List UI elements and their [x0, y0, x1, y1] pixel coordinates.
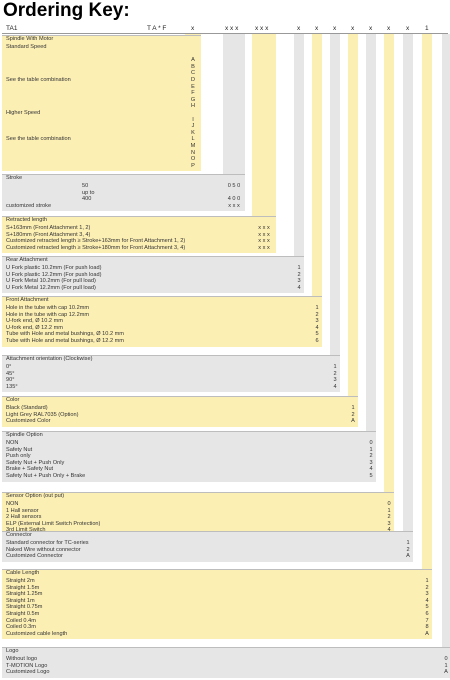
section-sensor-option-out-put	[2, 492, 394, 536]
option-label: U Fork plastic 10.2mm (For push load)	[6, 265, 102, 271]
option-label: S+163mm (Front Attachment 1, 2)	[6, 225, 91, 231]
section-title: Cable Length	[6, 570, 40, 576]
section-title: Spindle With Motor	[6, 36, 54, 42]
option-label: ELP (External Limit Switch Protection)	[6, 520, 101, 527]
option-code: A	[406, 553, 410, 560]
option-code: A	[351, 418, 355, 425]
section-color	[2, 396, 358, 427]
option-code: I	[192, 116, 194, 123]
ordering-key-table	[2, 24, 448, 678]
header-label: x	[333, 25, 337, 32]
option-code: P	[191, 162, 195, 169]
option-label: U Fork Metal 12.2mm (For pull load)	[6, 284, 96, 291]
option-code: 5	[315, 331, 319, 338]
option-code: 2	[351, 411, 355, 418]
code-column-strip	[403, 34, 413, 562]
option-label: Naked Wire without connector	[6, 546, 81, 553]
option-label: up to	[82, 189, 95, 196]
section-background	[2, 647, 450, 678]
option-label: U Fork Metal 10.2mm (For pull load)	[6, 278, 96, 285]
header-label: x x x	[255, 25, 269, 32]
header-label: x x x	[225, 25, 239, 32]
option-label: Customized Color	[6, 418, 51, 425]
option-code: 3	[425, 591, 429, 598]
option-label: Tube with Hole and metal bushings, Ø 10.2 mm	[6, 331, 124, 338]
section-divider	[2, 647, 450, 648]
header-label: x	[191, 25, 195, 32]
section-divider	[2, 355, 340, 356]
section-title: Retracted length	[6, 217, 48, 223]
section-cable-length	[2, 569, 432, 639]
table-header	[2, 24, 448, 34]
option-code: 1	[297, 265, 301, 271]
option-code: 4	[425, 597, 429, 604]
option-code: 1	[406, 540, 410, 546]
option-code: A	[191, 57, 195, 64]
code-column-strip	[442, 34, 450, 678]
option-code: 1	[369, 446, 373, 453]
option-code: 0	[387, 501, 391, 507]
option-code: 4	[315, 324, 319, 331]
option-label: Tube with Hole and metal bushings, Ø 12.2 mm	[6, 338, 124, 344]
option-label: NON	[6, 501, 19, 507]
section-divider	[2, 256, 304, 257]
header-label: x	[387, 25, 391, 32]
option-label: Standard connector for TC-series	[6, 540, 89, 546]
option-code: 3	[369, 459, 373, 466]
option-code: K	[191, 129, 195, 136]
header-label: x	[406, 25, 410, 32]
option-code: 2	[297, 271, 301, 278]
section-rear-attachment	[2, 256, 304, 293]
option-code: 2	[425, 584, 429, 591]
option-code: D	[190, 77, 196, 83]
option-code: 0	[369, 440, 373, 446]
option-code: 1	[425, 578, 429, 584]
option-label: Customized Logo	[6, 669, 50, 676]
option-label: 2 Hall sensors	[6, 514, 42, 521]
header-label: x	[297, 25, 301, 32]
code-column-strip	[294, 34, 304, 293]
section-title: Sensor Option (out put)	[6, 493, 65, 499]
option-code: 0	[444, 656, 448, 662]
option-code: 3	[333, 377, 337, 384]
option-code: N	[190, 149, 196, 156]
option-code: 3	[297, 278, 301, 285]
option-code: M	[190, 143, 196, 149]
header-label: TA1	[6, 25, 18, 32]
section-divider	[2, 174, 245, 175]
header-label: x	[351, 25, 355, 32]
section-title: Front Attachment	[6, 297, 49, 303]
option-label: Straight 1.25m	[6, 591, 43, 598]
option-label: Straight 0.5m	[6, 611, 40, 617]
option-label: Higher Speed	[6, 110, 41, 116]
section-divider	[2, 296, 322, 297]
option-label: Hole in the tube with cap 10.2mm	[6, 305, 90, 311]
option-code: 4 0 0	[227, 196, 241, 203]
option-label: Coiled 0.4m	[6, 617, 36, 624]
option-code: x x x	[258, 231, 270, 238]
section-background	[2, 569, 432, 639]
section-background	[2, 35, 201, 171]
option-code: 1	[351, 405, 355, 411]
option-label: U-fork end, Ø 10.2 mm	[6, 318, 63, 325]
section-title: Color	[6, 397, 20, 403]
option-code: J	[191, 123, 195, 130]
code-column-strip	[422, 34, 432, 639]
option-label: Customized Connector	[6, 553, 63, 560]
option-label: 90°	[6, 377, 15, 384]
option-code: 4	[297, 284, 301, 291]
option-code: 5	[369, 473, 373, 479]
header-label: 1	[425, 25, 429, 32]
option-code: F	[191, 90, 195, 97]
option-label: 0°	[6, 364, 12, 370]
option-label: Safety Nut + Push Only	[6, 459, 65, 466]
option-code: L	[191, 136, 195, 143]
option-label: Black (Standard)	[6, 405, 48, 411]
section-divider	[2, 35, 201, 36]
option-code: 7	[425, 617, 429, 624]
option-code: 4	[333, 383, 337, 390]
section-attachment-orientation-clockwise	[2, 355, 340, 392]
option-code: x x x	[258, 225, 270, 231]
section-divider	[2, 396, 358, 397]
section-divider	[2, 216, 276, 217]
option-label: S+180mm (Front Attachment 3, 4)	[6, 231, 91, 238]
section-divider	[2, 492, 394, 493]
section-divider	[2, 569, 432, 570]
option-label: Brake + Safety Nut	[6, 466, 54, 473]
option-code: x x x	[258, 238, 270, 245]
option-label: Customized retracted length ≥ Stroke+180mm for Front Attachment 3, 4)	[6, 244, 186, 251]
option-label: 45°	[6, 370, 15, 377]
option-code: 3	[315, 318, 319, 325]
option-label: U-fork end, Ø 12.2 mm	[6, 324, 63, 331]
option-label: T-MOTION Logo	[6, 662, 48, 669]
option-label: See the table combination	[6, 136, 71, 143]
section-connector	[2, 531, 413, 562]
option-code: B	[191, 63, 195, 70]
option-code: O	[190, 156, 196, 163]
header-label: x	[315, 25, 319, 32]
header-label: T A * F	[147, 25, 167, 32]
section-title: Stroke	[6, 175, 23, 181]
option-code: 2	[387, 514, 391, 521]
option-code: 2	[369, 453, 373, 460]
option-code: E	[191, 83, 195, 90]
option-code: A	[444, 669, 448, 676]
code-column-strip	[348, 34, 358, 427]
option-label: Light Grey RAL7035 (Option)	[6, 411, 79, 418]
option-label: 135°	[6, 383, 18, 390]
code-column-strip	[330, 34, 340, 392]
section-title: Spindle Option	[6, 432, 43, 438]
option-code: H	[190, 103, 196, 110]
section-stroke	[2, 174, 245, 211]
code-column-strip	[384, 34, 394, 536]
option-code: 0 5 0	[227, 183, 241, 189]
section-title: Rear Attachment	[6, 257, 48, 263]
option-label: Customized retracted length ≥ Stroke+163mm for Front Attachment 1, 2)	[6, 238, 186, 245]
section-spindle-with-motor	[2, 35, 201, 171]
option-code: 6	[315, 338, 319, 344]
option-label: Without logo	[6, 656, 38, 662]
option-code: 6	[425, 611, 429, 617]
section-logo	[2, 647, 450, 678]
option-label: Coiled 0.3m	[6, 624, 36, 631]
option-code: 8	[425, 624, 429, 631]
option-label: Standard Speed	[6, 44, 47, 50]
option-code: 4	[369, 466, 373, 473]
section-title: Logo	[6, 648, 19, 654]
option-label: Customized cable length	[6, 630, 68, 637]
page-title: Ordering Key:	[3, 0, 130, 21]
option-label: U Fork plastic 12.2mm (For push load)	[6, 271, 102, 278]
option-label: customized stroke	[6, 202, 52, 209]
option-code: C	[190, 70, 196, 77]
option-label: Safety Nut + Push Only + Brake	[6, 473, 86, 479]
option-code: x x x	[228, 202, 240, 209]
option-code: 1	[333, 364, 337, 370]
section-spindle-option	[2, 431, 376, 482]
section-title: Connector	[6, 532, 32, 538]
option-label: Straight 1.5m	[6, 584, 40, 591]
option-label: Straight 0.75m	[6, 604, 43, 611]
option-label: 1 Hall sensor	[6, 507, 39, 514]
option-code: 2	[333, 370, 337, 377]
option-code: 2	[406, 546, 410, 553]
section-divider	[2, 531, 413, 532]
section-front-attachment	[2, 296, 322, 347]
option-label: NON	[6, 440, 19, 446]
option-code: 5	[425, 604, 429, 611]
option-label: Straight 2m	[6, 578, 35, 584]
option-label: 50	[82, 183, 89, 189]
option-code: 1	[444, 662, 448, 669]
option-code: G	[190, 96, 196, 103]
header-label: x	[369, 25, 373, 32]
option-code: x x x	[258, 244, 270, 251]
section-title: Attachment orientation (Clockwise)	[6, 356, 93, 362]
option-code: 2	[315, 311, 319, 318]
option-label: See the table combination	[6, 77, 71, 83]
option-label: Straight 1m	[6, 597, 35, 604]
option-label: 400	[82, 196, 92, 203]
section-divider	[2, 431, 376, 432]
option-code: 1	[387, 507, 391, 514]
option-label: Push only	[6, 453, 31, 460]
option-code: 3	[387, 520, 391, 527]
option-code: A	[425, 630, 429, 637]
section-retracted-length	[2, 216, 276, 253]
option-label: Safety Nut	[6, 446, 33, 453]
code-column-strip	[366, 34, 376, 482]
option-code: 1	[315, 305, 319, 311]
option-label: Hole in the tube with cap 12.2mm	[6, 311, 90, 318]
